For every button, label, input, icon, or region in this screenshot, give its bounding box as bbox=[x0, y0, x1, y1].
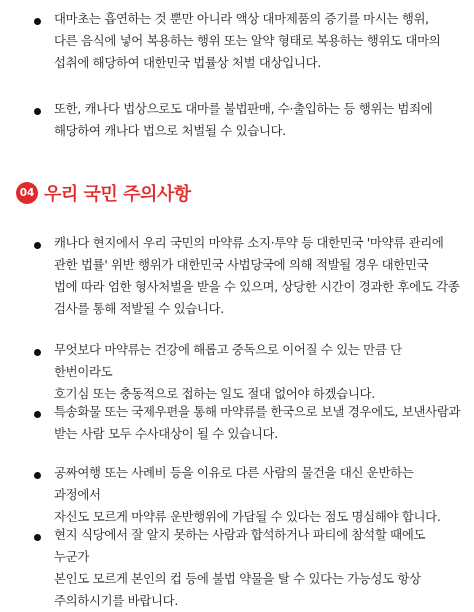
bullet-icon bbox=[34, 242, 41, 249]
section-number-badge: 04 bbox=[16, 182, 38, 204]
list-item-text: 대마초는 흡연하는 것 뿐만 아니라 액상 대마제품의 증기를 마시는 행위, 다른 음식에 넣어 복용하는 행위 또는 알약 형태로 복용하는 행위도 대마의 섭취에 해당하여 대한민국 법률상 처벌 대상입니다. bbox=[54, 11, 441, 70]
section-title: 우리 국민 주의사항 bbox=[44, 184, 191, 205]
list-item-text: 특송화물 또는 국제우편을 통해 마약류를 한국으로 보낼 경우에도, 보낸사람과 받는 사람 모두 수사대상이 될 수 있습니다. bbox=[54, 404, 461, 441]
list-item-text: 무엇보다 마약류는 건강에 해롭고 중독으로 이어질 수 있는 만큼 단 한번이라도 호기심 또는 충동적으로 접하는 일도 절대 없어야 하겠습니다. bbox=[54, 342, 402, 401]
list-item-text: 캐나다 현지에서 우리 국민의 마약류 소지·투약 등 대한민국 '마약류 관리에 관한 법률' 위반 행위가 대한민국 사법당국에 의해 적발될 경우 대한민국 법에 따라 엄한 형사처벌을 받을 수 있으며, 상당한 시간이 경과한 후에도 각종 검사를 통해 적발될 수 있습니다. bbox=[54, 235, 460, 316]
bullet-icon bbox=[34, 472, 41, 479]
list-item-text: 공짜여행 또는 사례비 등을 이유로 다른 사람의 물건을 대신 운반하는 과정에서 자신도 모르게 마약류 운반행위에 가담될 수 있다는 점도 명심해야 합니다. bbox=[54, 465, 441, 524]
bullet-icon bbox=[34, 349, 41, 356]
bullet-icon bbox=[34, 534, 41, 541]
section-header bbox=[16, 178, 191, 208]
bullet-icon bbox=[34, 108, 41, 115]
bullet-icon bbox=[34, 18, 41, 25]
list-item-text: 현지 식당에서 잘 알지 못하는 사람과 합석하거나 파티에 참석할 때에도 누군가 본인도 모르게 본인의 컵 등에 불법 약물을 탈 수 있다는 가능성도 항상 주의하시기를 바랍니다. bbox=[54, 527, 426, 608]
bullet-icon bbox=[34, 411, 41, 418]
list-item-text: 또한, 캐나다 법상으로도 대마를 불법판매, 수·출입하는 등 행위는 범죄에 해당하여 캐나다 법으로 처벌될 수 있습니다. bbox=[54, 101, 433, 138]
